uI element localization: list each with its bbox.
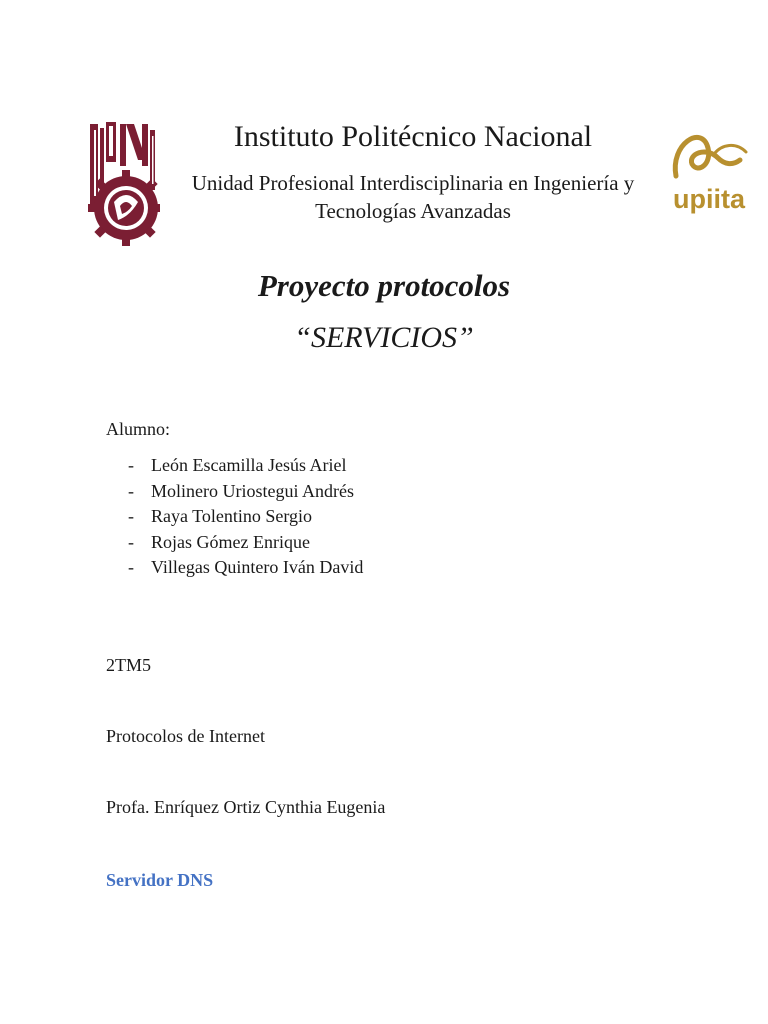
list-bullet: - <box>128 480 134 501</box>
topic-heading: Servidor DNS <box>106 870 214 890</box>
list-item <box>128 555 363 581</box>
project-title: Proyecto protocolos <box>257 268 511 303</box>
student-name: Molinero Uriostegui Andrés <box>151 480 354 501</box>
student-name: León Escamilla Jesús Ariel <box>151 455 347 475</box>
list-bullet: - <box>128 455 134 475</box>
project-subtitle: “SERVICIOS” <box>294 321 474 354</box>
list-item <box>128 453 363 479</box>
group-code: 2TM5 <box>106 655 151 675</box>
student-name: Villegas Quintero Iván David <box>151 557 364 577</box>
students-list <box>128 453 363 581</box>
list-bullet: - <box>128 531 134 552</box>
student-name: Raya Tolentino Sergio <box>151 506 313 526</box>
teacher-name: Profa. Enríquez Ortiz Cynthia Eugenia <box>106 797 386 817</box>
list-item <box>128 479 363 505</box>
list-item <box>128 530 363 556</box>
list-bullet: - <box>128 557 134 577</box>
students-label: Alumno: <box>106 419 171 439</box>
institution-title: Instituto Politécnico Nacional <box>233 120 593 153</box>
unit-name-line-2: Tecnologías Avanzadas <box>315 199 511 223</box>
list-item <box>128 504 363 530</box>
student-name: Rojas Gómez Enrique <box>151 531 310 552</box>
list-bullet: - <box>128 506 134 526</box>
course-name: Protocolos de Internet <box>106 726 265 746</box>
unit-name-line-1: Unidad Profesional Interdisciplinaria en Ingeniería y <box>191 171 635 195</box>
svg-text:upiita: upiita <box>673 184 745 214</box>
